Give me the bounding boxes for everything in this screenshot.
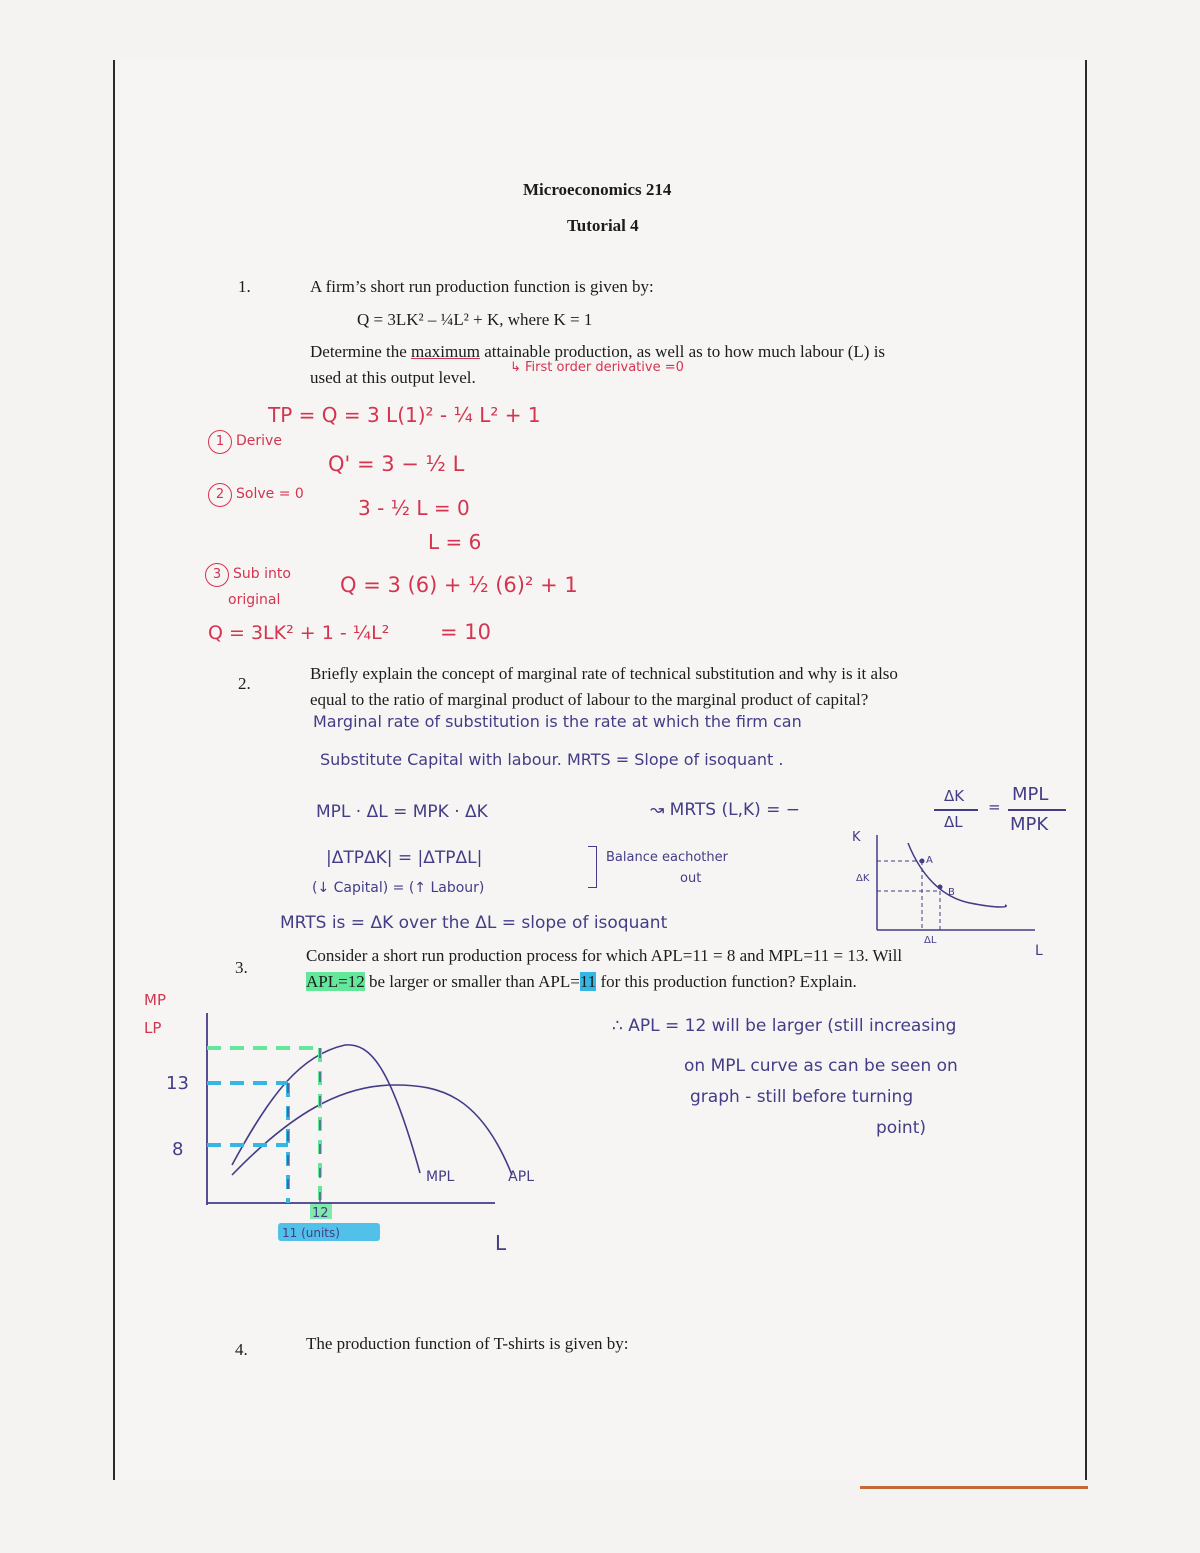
q3-answer-line1: ∴ APL = 12 will be larger (still increasing [612, 1016, 957, 1036]
graph-x-label: L [495, 1231, 507, 1255]
course-title: Microeconomics 214 [523, 180, 672, 199]
q3-answer-line2: on MPL curve as can be seen on [684, 1056, 958, 1076]
q1-result: = 10 [440, 620, 491, 644]
q2-frac2-num: MPL [1012, 784, 1049, 805]
q4-number: 4. [235, 1340, 248, 1359]
q2-bracket [588, 846, 597, 888]
q1-tp-equation: TP = Q = 3 L(1)² - ¼ L² + 1 [268, 403, 541, 427]
q2-bracket-note1: Balance eachother [606, 850, 728, 865]
paper-sheet [113, 60, 1088, 1480]
q3-answer-line3: graph - still before turning [690, 1087, 914, 1107]
q2-equals: = [988, 798, 1001, 816]
q2-frac1-num: ΔK [944, 787, 965, 805]
q2-frac2-den: MPK [1010, 814, 1049, 835]
isoquant-point-b: B [948, 887, 955, 898]
graph-y-tick-13: 13 [166, 1073, 189, 1094]
graph-x-tick-12: 12 [312, 1206, 329, 1221]
isoquant-dk-label: ΔK [856, 873, 870, 884]
graph-mpl-label: MPL [426, 1169, 455, 1185]
q3-mpl-apl-graph [140, 985, 534, 1255]
graph-y-tick-8: 8 [172, 1139, 184, 1160]
q1-derivative: Q' = 3 − ½ L [328, 452, 465, 476]
graph-y-label-lp: LP [144, 1019, 162, 1037]
isoquant-sketch [840, 825, 1055, 965]
q1-line1: A firm’s short run production function is given by: [310, 277, 654, 296]
q2-frac2-bar [1008, 809, 1066, 811]
q3-number: 3. [235, 958, 248, 977]
q3-apl12-highlight: APL=12 [306, 972, 365, 991]
q1-line3: used at this output level. [310, 368, 476, 387]
q1-l-value: L = 6 [428, 530, 482, 554]
q1-note-derivative: ↳ First order derivative =0 [510, 360, 684, 375]
graph-apl-label: APL [508, 1169, 534, 1185]
q1-maximum-underlined: maximum [411, 342, 480, 361]
q2-capital-labour: (↓ Capital) = (↑ Labour) [312, 880, 485, 896]
q1-step1: 1 Derive [208, 430, 282, 454]
q3-line1: Consider a short run production process for which APL=11 = 8 and MPL=11 = 13. Will [306, 946, 903, 965]
isoquant-k-label: K [852, 830, 861, 845]
q1-step3: 3 Sub into [205, 563, 291, 587]
q4-line1: The production function of T-shirts is given by: [306, 1334, 629, 1353]
q2-answer-line2: Substitute Capital with labour. MRTS = Slope of isoquant . [320, 750, 784, 769]
q1-number: 1. [238, 277, 251, 296]
isoquant-point-a: A [926, 855, 933, 866]
paper-right-edge [1085, 60, 1087, 1480]
q2-line2: equal to the ratio of marginal product of labour to the marginal product of capital? [310, 690, 869, 709]
q2-mp-equation: MPL · ΔL = MPK · ΔK [316, 802, 488, 822]
q2-frac1-den: ΔL [944, 813, 963, 831]
q1-formula: Q = 3LK² – ¼L² + K, where K = 1 [357, 310, 593, 329]
isoquant-dl-label: ΔL [924, 935, 937, 946]
paper-bottom-edge [860, 1486, 1088, 1489]
q2-answer-line1: Marginal rate of substitution is the rate at which the firm can [313, 712, 802, 731]
isoquant-l-label: L [1035, 943, 1043, 959]
q2-tp-equation: |ΔTPΔK| = |ΔTPΔL| [326, 848, 483, 868]
q3-answer-line4: point) [876, 1118, 926, 1138]
q2-frac1-bar [934, 809, 978, 811]
q1-step3-original: original [228, 592, 281, 608]
q2-line1: Briefly explain the concept of marginal rate of technical substitution and why is it also [310, 664, 898, 683]
graph-x-tick-11: 11 (units) [282, 1226, 340, 1240]
q1-solve: 3 - ½ L = 0 [358, 496, 470, 520]
q1-line2: Determine the maximum attainable production, as well as to how much labour (L) is [310, 342, 886, 361]
q2-number: 2. [238, 674, 251, 693]
q2-answer-line5: MRTS is = ΔK over the ΔL = slope of isoquant [280, 913, 668, 933]
q1-step2: 2 Solve = 0 [208, 483, 304, 507]
graph-y-label-mp: MP [144, 991, 166, 1009]
q3-apl11-highlight: 11 [579, 972, 597, 991]
q1-original-function: Q = 3LK² + 1 - ¼L² [208, 622, 390, 644]
q1-substitution: Q = 3 (6) + ½ (6)² + 1 [340, 573, 578, 597]
q2-mrts-equation: ↝ MRTS (L,K) = − [650, 800, 801, 820]
tutorial-title: Tutorial 4 [567, 216, 639, 235]
q3-line2: APL=12 be larger or smaller than APL=11 for this production function? Explain. [306, 972, 857, 991]
q2-bracket-note2: out [680, 871, 702, 886]
paper-left-edge [113, 60, 115, 1480]
